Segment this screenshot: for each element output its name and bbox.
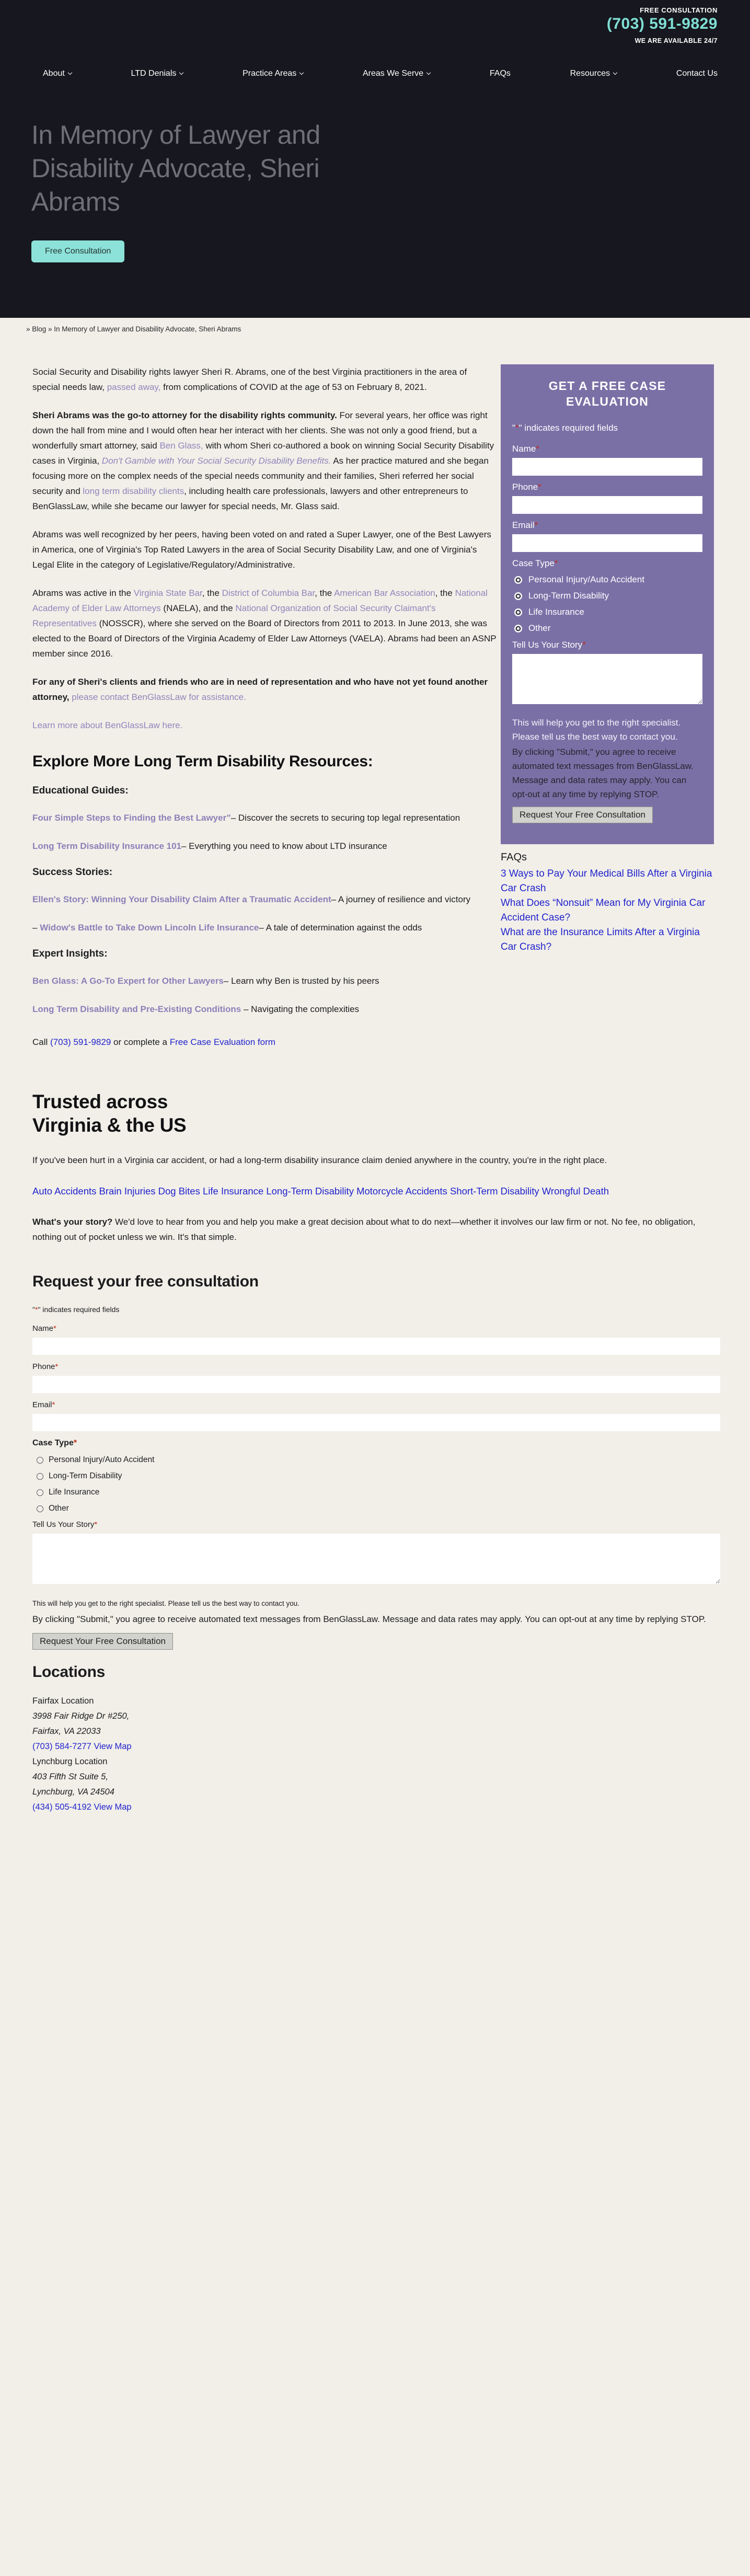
text-run: –	[32, 923, 40, 933]
breadcrumb[interactable]: » Blog » In Memory of Lawyer and Disability Advocate, Sheri Abrams	[26, 325, 241, 333]
bottom-section	[0, 1090, 750, 1815]
specialist-note: This will help you get to the right specialist. Please tell us the best way to contact you.	[32, 1600, 300, 1607]
inline-link[interactable]: Long Term Disability and Pre-Existing Conditions	[32, 1004, 241, 1014]
required-star: *	[52, 1400, 55, 1409]
text-run: " indicates required fields	[518, 423, 618, 433]
label-text: Case Type	[512, 558, 555, 568]
sidebar	[501, 364, 714, 954]
group-heading-educational-guides: Educational Guides:	[32, 785, 129, 796]
inline-link[interactable]: Don't Gamble with Your Social Security Disability Benefits.	[101, 456, 331, 466]
text-run: or complete a	[111, 1037, 170, 1047]
text-run: , including health care professionals, lawyers and other entrepreneurs to BenGlassLaw, while she became our lawyer for special needs, Mr. Glass said.	[32, 486, 468, 511]
text-run: Social Security and Disability rights lawyer Sheri R. Abrams, one of the best Virginia practitioners in the area of special needs law,	[32, 367, 467, 392]
whats-your-story	[32, 1214, 720, 1245]
email-label	[512, 520, 702, 531]
radio-icon[interactable]	[37, 1457, 43, 1464]
location-address: Fairfax, VA 22033	[32, 1727, 101, 1736]
practice-area-links	[32, 1183, 720, 1199]
chevron-down-icon	[426, 71, 431, 75]
label-text: Case Type	[32, 1439, 74, 1447]
nav-item-label: Contact Us	[676, 69, 718, 78]
nav-item-areas-we-serve[interactable]	[363, 69, 430, 78]
text-run: , the	[315, 588, 334, 598]
text-run: Abrams was well recognized by her peers, having been voted on and rated a Super Lawyer, one of the Best Lawyers in America, one of Virginia's Top Rated Lawyers in the area of Social Security Disability Law, and one of Virginia's Legal Elite in the category of Legislative/Regulatory/Administrative.	[32, 530, 491, 570]
required-star: *	[536, 444, 539, 454]
resource-item	[32, 892, 497, 907]
request-consultation-submit[interactable]: Request Your Free Consultation	[512, 807, 653, 823]
location-phone-link[interactable]: (434) 505-4192	[32, 1802, 91, 1812]
call-to-action-line	[32, 1034, 497, 1050]
nav-item-label: FAQs	[489, 69, 511, 78]
text-run: "	[32, 1305, 35, 1314]
locations-section	[32, 1663, 720, 1815]
text-run: We'd love to hear from you and help you make a great decision about what to do next—whether it involves our law firm or not. No fee, no obligation, nothing out of pocket unless we win. It's that simple.	[32, 1217, 696, 1242]
location-name: Fairfax Location	[32, 1696, 94, 1706]
trusted-section	[32, 1090, 720, 1245]
text-run: "	[512, 423, 516, 433]
text-run: – A tale of determination against the odds	[259, 923, 422, 933]
inline-link[interactable]: Auto Accidents	[32, 1186, 97, 1197]
main-content	[0, 364, 750, 1063]
inline-link[interactable]: Virginia State Bar	[133, 588, 202, 598]
required-star: *	[55, 1362, 59, 1371]
phone-label	[32, 1362, 720, 1371]
radio-option-long-term-disability[interactable]	[37, 1471, 720, 1481]
text-run: *	[515, 423, 519, 433]
radio-option-life-insurance[interactable]	[37, 1488, 720, 1497]
radio-label: Life Insurance	[528, 607, 584, 617]
phone-field[interactable]	[512, 496, 702, 514]
inline-link[interactable]: passed away,	[107, 382, 161, 392]
story-label	[512, 640, 702, 650]
page-title-line: Disability Advocate, Sheri	[31, 154, 320, 183]
nav-item-contact-us[interactable]	[676, 69, 718, 78]
story-label	[32, 1520, 720, 1529]
faq-link[interactable]: 3 Ways to Pay Your Medical Bills After a Virginia Car Crash	[501, 868, 712, 894]
text-run: – Learn why Ben is trusted by his peers	[223, 976, 379, 986]
radio-label: Personal Injury/Auto Accident	[49, 1455, 155, 1464]
hero-section	[0, 89, 750, 318]
label-text: Email	[32, 1400, 52, 1409]
resource-item	[32, 920, 497, 935]
main-nav	[0, 59, 750, 89]
inline-link[interactable]: Ben Glass: A Go-To Expert for Other Lawyers	[32, 976, 224, 986]
inline-link[interactable]: Brain Injuries	[99, 1186, 156, 1197]
consultation-form	[32, 1273, 720, 1650]
article-paragraph	[32, 527, 497, 572]
location-links	[32, 1800, 720, 1815]
radio-label: Life Insurance	[49, 1488, 100, 1497]
resources-heading: Explore More Long Term Disability Resources:	[32, 753, 373, 770]
required-star: *	[73, 1439, 77, 1447]
request-consultation-submit[interactable]: Request Your Free Consultation	[32, 1633, 173, 1650]
top-contact-strip	[0, 0, 750, 59]
inline-link[interactable]: long term disability clients	[83, 486, 184, 496]
radio-option-other[interactable]	[514, 623, 702, 634]
article-paragraph	[32, 585, 497, 661]
text-run: Abrams was active in the	[32, 588, 134, 598]
text-run: , the	[435, 588, 455, 598]
inline-link[interactable]: Ben Glass,	[159, 441, 203, 451]
locations-heading: Locations	[32, 1663, 105, 1681]
chevron-down-icon	[179, 71, 183, 75]
required-fields-note	[32, 1305, 720, 1314]
radio-icon[interactable]	[514, 608, 522, 616]
radio-option-long-term-disability[interactable]	[514, 591, 702, 601]
article-paragraph	[32, 718, 497, 733]
radio-label: Other	[49, 1504, 69, 1513]
text-run: *	[34, 1305, 38, 1314]
trusted-heading-line: Trusted across	[32, 1091, 168, 1112]
required-star: *	[53, 1324, 56, 1333]
required-fields-note	[512, 423, 702, 433]
chevron-down-icon	[299, 71, 304, 75]
text-run: Call	[32, 1037, 51, 1047]
inline-link[interactable]: (703) 591-9829	[50, 1037, 111, 1047]
text-run: – Everything you need to know about LTD insurance	[181, 841, 387, 851]
trusted-intro: If you've been hurt in a Virginia car accident, or had a long-term disability insurance claim denied anywhere in the country, you're in the right place.	[32, 1155, 607, 1165]
location-phone-link[interactable]: (703) 584-7277	[32, 1742, 91, 1751]
text-run: (NAELA), and the	[160, 603, 236, 613]
nav-item-resources[interactable]	[570, 69, 617, 78]
text-run: For any of Sheri's clients and friends who are in need of representation and who have not yet found another attorney,	[32, 677, 488, 702]
nav-item-label: About	[43, 69, 65, 78]
required-star: *	[582, 640, 586, 650]
text-run: – A journey of resilience and victory	[331, 894, 471, 904]
page-title-line: In Memory of Lawyer and	[31, 120, 320, 150]
location-name: Lynchburg Location	[32, 1757, 108, 1766]
radio-label: Other	[528, 623, 551, 633]
resource-item	[32, 973, 497, 988]
text-run: As her practice matured and she began focusing more on the complex needs of the special needs community and their families, Sheri referred her social security and	[32, 456, 489, 496]
label-text: Tell Us Your Story	[512, 640, 583, 650]
resource-item	[32, 838, 497, 854]
faqs-heading: FAQs	[501, 852, 527, 863]
text-run: , the	[202, 588, 222, 598]
article-body	[32, 364, 497, 1063]
radio-icon[interactable]	[514, 576, 522, 584]
text-run: – Discover the secrets to securing top legal representation	[230, 813, 460, 823]
radio-option-personal-injury[interactable]	[514, 574, 702, 585]
location-entry	[32, 1754, 720, 1815]
story-field[interactable]	[32, 1534, 720, 1584]
case-type-label	[512, 558, 702, 569]
case-evaluation-heading: GET A FREE CASE EVALUATION	[548, 379, 666, 408]
phone-label	[512, 482, 702, 492]
location-address: Lynchburg, VA 24504	[32, 1787, 114, 1797]
radio-icon[interactable]	[37, 1505, 43, 1512]
radio-label: Long-Term Disability	[49, 1471, 122, 1480]
case-type-label	[32, 1439, 720, 1448]
trusted-heading-line: Virginia & the US	[32, 1114, 187, 1136]
inline-link[interactable]: Short-Term Disability	[450, 1186, 539, 1197]
label-text: Name	[32, 1324, 54, 1333]
inline-link[interactable]: National Organization of Social Security Claimant's Representatives	[32, 603, 436, 628]
sms-consent-note: By clicking "Submit," you agree to receive automated text messages from BenGlassLaw. Message and data rates may apply. You can opt-out at any time by replying STOP.	[32, 1614, 706, 1624]
required-star: *	[94, 1520, 98, 1529]
text-run: (NOSSCR), where she served on the Board of Directors from 2011 to 2013. In June 2013, she was elected to the Board of Directors of the Virginia Academy of Elder Law Attorneys (VAELA). Abrams had been an ASNP member since 2016.	[32, 618, 497, 659]
site-header	[0, 0, 750, 318]
resource-item	[32, 810, 497, 825]
inline-link[interactable]: Motorcycle Accidents	[356, 1186, 447, 1197]
inline-link[interactable]: American Bar Association	[334, 588, 435, 598]
nav-item-about[interactable]	[43, 69, 72, 78]
radio-label: Long-Term Disability	[528, 591, 609, 601]
text-run: Sheri Abrams was the go-to attorney for the disability rights community.	[32, 410, 337, 420]
faq-link[interactable]: What Does “Nonsuit” Mean for My Virginia Car Accident Case?	[501, 898, 706, 923]
header-phone-link[interactable]: (703) 591-9829	[606, 15, 718, 32]
email-label	[32, 1400, 720, 1409]
email-field[interactable]	[512, 534, 702, 552]
location-entry	[32, 1694, 720, 1754]
view-map-link[interactable]: View Map	[94, 1742, 132, 1751]
inline-link[interactable]: District of Columbia Bar	[222, 588, 315, 598]
trusted-heading	[32, 1090, 720, 1137]
inline-link[interactable]: Free Case Evaluation form	[169, 1037, 275, 1047]
radio-label: Personal Injury/Auto Accident	[528, 574, 645, 584]
location-links	[32, 1739, 720, 1754]
name-label	[512, 444, 702, 454]
radio-option-other[interactable]	[37, 1504, 720, 1513]
required-star: *	[538, 482, 541, 492]
inline-link[interactable]: please contact BenGlassLaw for assistance.	[72, 692, 246, 702]
radio-icon[interactable]	[514, 625, 522, 632]
label-text: Email	[512, 520, 535, 530]
radio-option-life-insurance[interactable]	[514, 607, 702, 617]
chevron-down-icon	[613, 71, 617, 75]
location-address: 403 Fifth St Suite 5,	[32, 1772, 108, 1781]
required-star: *	[554, 558, 558, 568]
inline-link[interactable]: Widow's Battle to Take Down Lincoln Life Insurance	[40, 923, 259, 933]
resource-item	[32, 1002, 497, 1017]
page-title	[31, 118, 750, 218]
email-field[interactable]	[32, 1414, 720, 1431]
nav-item-label: LTD Denials	[131, 69, 177, 78]
nav-item-label: Resources	[570, 69, 610, 78]
label-text: Phone	[32, 1362, 55, 1371]
chevron-down-icon	[68, 71, 72, 75]
radio-icon[interactable]	[37, 1473, 43, 1480]
article-paragraph	[32, 674, 497, 705]
phone-field[interactable]	[32, 1376, 720, 1393]
inline-link[interactable]: National Academy of Elder Law Attorneys	[32, 588, 488, 613]
text-run: For several years, her office was right down the hall from mine and I would often hear her interact with her clients. She was not only a good friend, but a wonderfully smart attorney, said	[32, 410, 488, 451]
consultation-heading: Request your free consultation	[32, 1273, 259, 1290]
free-consultation-label: FREE CONSULTATION	[640, 6, 718, 14]
inline-link[interactable]: Wrongful Death	[541, 1186, 609, 1197]
article-paragraph	[32, 364, 497, 395]
faqs-widget	[501, 852, 714, 954]
name-field[interactable]	[32, 1338, 720, 1355]
text-run: from complications of COVID at the age of 53 on February 8, 2021.	[160, 382, 427, 392]
group-heading-success-stories: Success Stories:	[32, 867, 113, 878]
radio-option-personal-injury[interactable]	[37, 1455, 720, 1465]
group-heading-expert-insights: Expert Insights:	[32, 948, 108, 959]
faq-link[interactable]: What are the Insurance Limits After a Virginia Car Crash?	[501, 927, 700, 952]
free-consultation-button[interactable]: Free Consultation	[31, 240, 124, 262]
page-title-line: Abrams	[31, 187, 120, 216]
nav-item-ltd-denials[interactable]	[131, 69, 183, 78]
view-map-link[interactable]: View Map	[94, 1802, 132, 1812]
text-run: What's your story?	[32, 1217, 113, 1227]
article-paragraph	[32, 408, 497, 514]
text-run: " indicates required fields	[38, 1305, 120, 1314]
sms-consent-note: By clicking "Submit," you agree to receive automated text messages from BenGlassLaw. Message and data rates may apply. You can opt-out at any time by replying STOP.	[512, 747, 694, 799]
story-field[interactable]	[512, 654, 702, 704]
name-field[interactable]	[512, 458, 702, 476]
text-run: with whom Sheri co-authored a book on winning Social Security Disability cases in Virginia,	[32, 441, 494, 466]
inline-link[interactable]: Long Term Disability Insurance 101	[32, 841, 181, 851]
nav-item-practice-areas[interactable]	[243, 69, 303, 78]
inline-link[interactable]: Four Simple Steps to Finding the Best Lawyer”	[32, 813, 231, 823]
inline-link[interactable]: Long-Term Disability	[266, 1186, 354, 1197]
inline-link[interactable]: Learn more about BenGlassLaw here.	[32, 720, 183, 730]
inline-link[interactable]: Life Insurance	[203, 1186, 264, 1197]
nav-item-faqs[interactable]	[490, 69, 511, 78]
inline-link[interactable]: Dog Bites	[158, 1186, 200, 1197]
availability-label: WE ARE AVAILABLE 24/7	[634, 37, 718, 44]
radio-icon[interactable]	[514, 592, 522, 600]
nav-item-label: Practice Areas	[243, 69, 297, 78]
text-run: – Navigating the complexities	[241, 1004, 360, 1014]
label-text: Phone	[512, 482, 538, 492]
inline-link[interactable]: Ellen's Story: Winning Your Disability Claim After a Traumatic Accident	[32, 894, 331, 904]
label-text: Tell Us Your Story	[32, 1520, 95, 1529]
label-text: Name	[512, 444, 536, 454]
case-evaluation-panel	[501, 364, 714, 844]
required-star: *	[534, 520, 538, 530]
radio-icon[interactable]	[37, 1489, 43, 1496]
specialist-note: This will help you get to the right specialist. Please tell us the best way to contact you.	[512, 718, 681, 742]
location-address: 3998 Fair Ridge Dr #250,	[32, 1711, 130, 1721]
name-label	[32, 1324, 720, 1333]
nav-item-label: Areas We Serve	[362, 69, 424, 78]
